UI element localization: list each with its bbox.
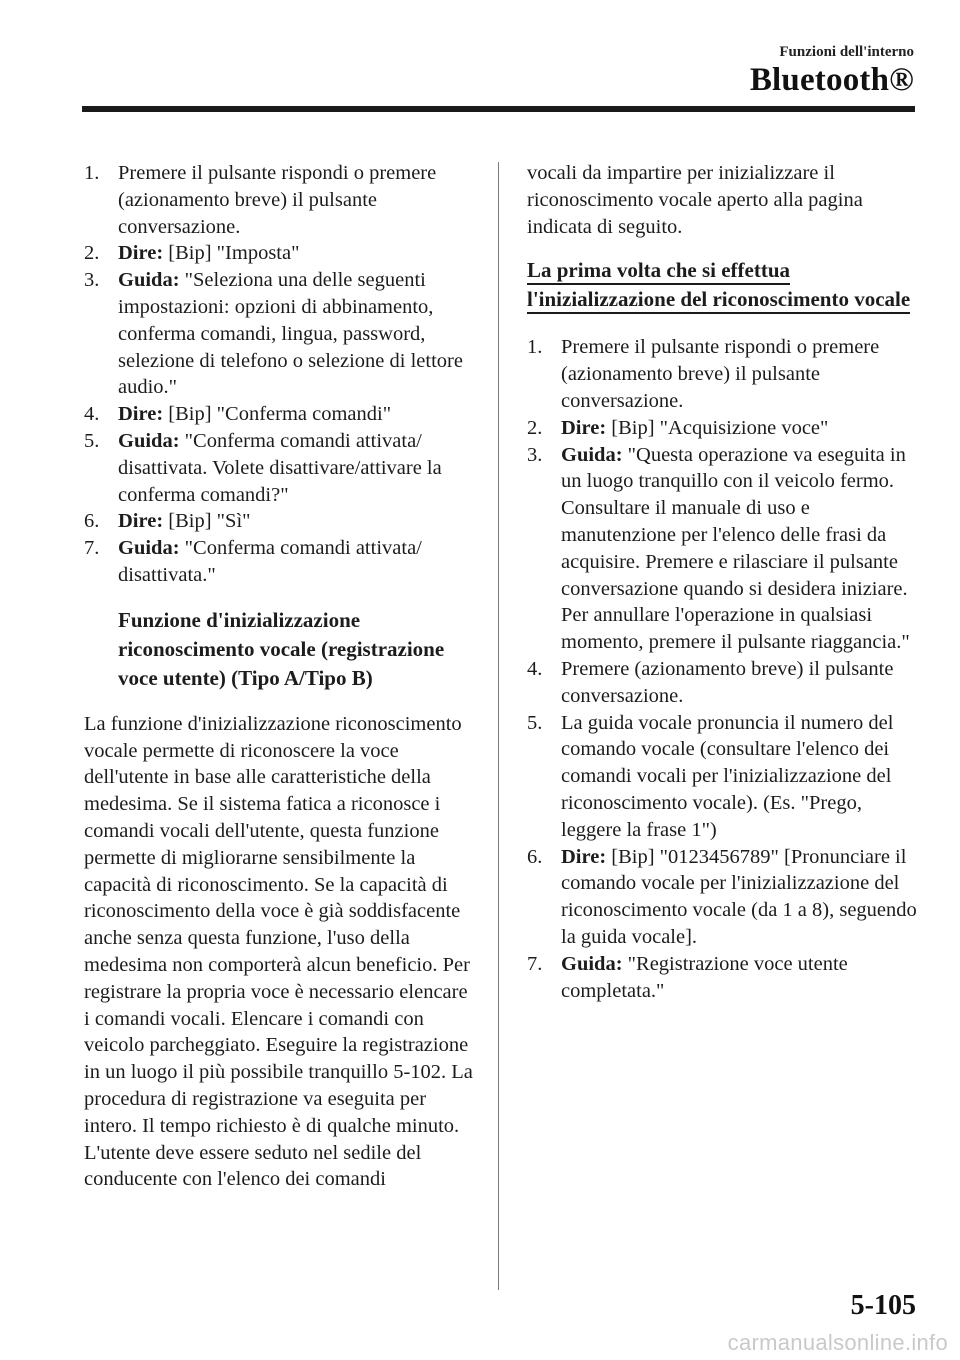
list-item bbox=[84, 428, 476, 508]
list-item bbox=[84, 267, 476, 401]
chapter-title: Bluetooth® bbox=[749, 62, 914, 98]
list-item bbox=[527, 656, 922, 710]
list-item bbox=[527, 334, 922, 414]
step-key: Guida: bbox=[561, 952, 623, 975]
page-header bbox=[0, 0, 960, 120]
step-text: La guida vocale pronuncia il numero del comando vocale (consultare l'elenco dei comandi vocali per l'inizializzazione del riconoscimento vocale). (Es. "Prego, leggere la frase 1") bbox=[561, 711, 894, 841]
list-item bbox=[527, 710, 922, 844]
step-number: 3. bbox=[527, 443, 543, 466]
step-number: 3. bbox=[84, 269, 100, 292]
right-column bbox=[527, 160, 922, 1004]
section-title: Funzioni dell'interno bbox=[779, 44, 914, 60]
list-item bbox=[527, 442, 922, 656]
step-text: Premere il pulsante rispondi o premere (azionamento breve) il pulsante conversazione. bbox=[561, 336, 880, 412]
step-text: Dire: [Bip] "Imposta" bbox=[118, 242, 300, 265]
list-item bbox=[84, 401, 476, 428]
step-key: Dire: bbox=[561, 416, 607, 439]
step-text: Dire: [Bip] "0123456789" [Pronunciare il comando vocale per l'inizializzazione del riconoscimento vocale (da 1 a 8), seguendo la guida vocale]. bbox=[561, 845, 917, 948]
step-key: Dire: bbox=[118, 403, 164, 426]
step-text: Premere (azionamento breve) il pulsante conversazione. bbox=[561, 657, 894, 707]
step-key: Guida: bbox=[561, 443, 623, 466]
body-paragraph: La funzione d'inizializzazione riconoscimento vocale permette di riconoscere la voce dell'utente in base alle caratteristiche della medesima. Se il sistema fatica a riconosce i comandi vocali dell'utente, questa funzione permette di migliorarne sensibilmente la capacità di riconoscimento. Se la capacità di riconoscimento della voce è già soddisfacente anche senza questa funzione, l'uso della medesima non comporterà alcun beneficio. Per registrare la propria voce è necessario elencare i comandi vocali. Elencare i comandi con veicolo parcheggiato. Eseguire la registrazione in un luogo il più possibile tranquillo 5-102. La procedura di registrazione va eseguita per intero. Il tempo richiesto è di qualche minuto. L'utente deve essere seduto nel sedile del conducente con l'elenco dei comandi bbox=[84, 712, 473, 1191]
step-number: 1. bbox=[527, 336, 543, 359]
step-number: 6. bbox=[527, 845, 543, 868]
step-number: 7. bbox=[84, 537, 100, 560]
step-key: Guida: bbox=[118, 429, 180, 452]
step-number: 4. bbox=[527, 657, 543, 680]
step-number: 5. bbox=[84, 429, 100, 452]
step-number: 6. bbox=[84, 510, 100, 533]
step-text: Dire: [Bip] "Sì" bbox=[118, 510, 251, 533]
list-item bbox=[84, 240, 476, 267]
list-item bbox=[84, 160, 476, 240]
step-key: Dire: bbox=[118, 510, 164, 533]
step-text: Guida: "Seleziona una delle seguenti impostazioni: opzioni di abbinamento, conferma comandi, lingua, password, selezione di telefono o selezione di lettore audio." bbox=[118, 269, 463, 399]
page-number: 5-105 bbox=[850, 1290, 916, 1321]
list-item bbox=[84, 508, 476, 535]
step-number: 2. bbox=[84, 242, 100, 265]
step-number: 7. bbox=[527, 952, 543, 975]
list-item bbox=[527, 415, 922, 442]
steps-list-voice-training bbox=[527, 334, 922, 1004]
step-text: Guida: "Registrazione voce utente completata." bbox=[561, 952, 848, 1002]
step-number: 5. bbox=[527, 711, 543, 734]
subsection-heading: Funzione d'inizializzazione riconoscimento vocale (registrazione voce utente) (Tipo A/Tipo B) bbox=[118, 607, 445, 690]
step-text: Guida: "Conferma comandi attivata/ disattivata." bbox=[118, 537, 422, 586]
header-rule bbox=[82, 106, 915, 112]
body-paragraph-continued: vocali da impartire per inizializzare il riconoscimento vocale aperto alla pagina indicata di seguito. bbox=[527, 162, 863, 238]
list-item bbox=[84, 535, 476, 589]
steps-list-confirm bbox=[84, 160, 476, 589]
column-divider bbox=[498, 162, 499, 1290]
step-number: 4. bbox=[84, 403, 100, 426]
watermark-text: carmanualsonline.info bbox=[727, 1330, 948, 1355]
step-key: Guida: bbox=[118, 269, 180, 292]
procedure-heading: La prima volta che si effettua l'inizializzazione del riconoscimento vocale bbox=[527, 256, 922, 314]
list-item bbox=[527, 951, 922, 1005]
step-text: Dire: [Bip] "Conferma comandi" bbox=[118, 403, 392, 426]
list-item bbox=[527, 844, 922, 951]
step-key: Dire: bbox=[118, 242, 164, 265]
step-number: 1. bbox=[84, 162, 100, 184]
step-text: Dire: [Bip] "Acquisizione voce" bbox=[561, 416, 829, 439]
step-key: Dire: bbox=[561, 845, 607, 868]
step-text: Guida: "Questa operazione va eseguita in un luogo tranquillo con il veicolo fermo. Consultare il manuale di uso e manutenzione per l'elenco delle frasi da acquisire. Premere e rilasciare il pulsante conversazione quando si desidera iniziare. Per annullare l'operazione in qualsiasi momento, premere il pulsante riaggancia." bbox=[561, 443, 910, 654]
left-column bbox=[84, 160, 476, 1193]
step-text: Guida: "Conferma comandi attivata/ disattivata. Volete disattivare/attivare la conferma comandi?" bbox=[118, 429, 442, 506]
step-number: 2. bbox=[527, 416, 543, 439]
step-text: Premere il pulsante rispondi o premere (azionamento breve) il pulsante conversazione. bbox=[118, 162, 437, 238]
step-key: Guida: bbox=[118, 537, 180, 560]
